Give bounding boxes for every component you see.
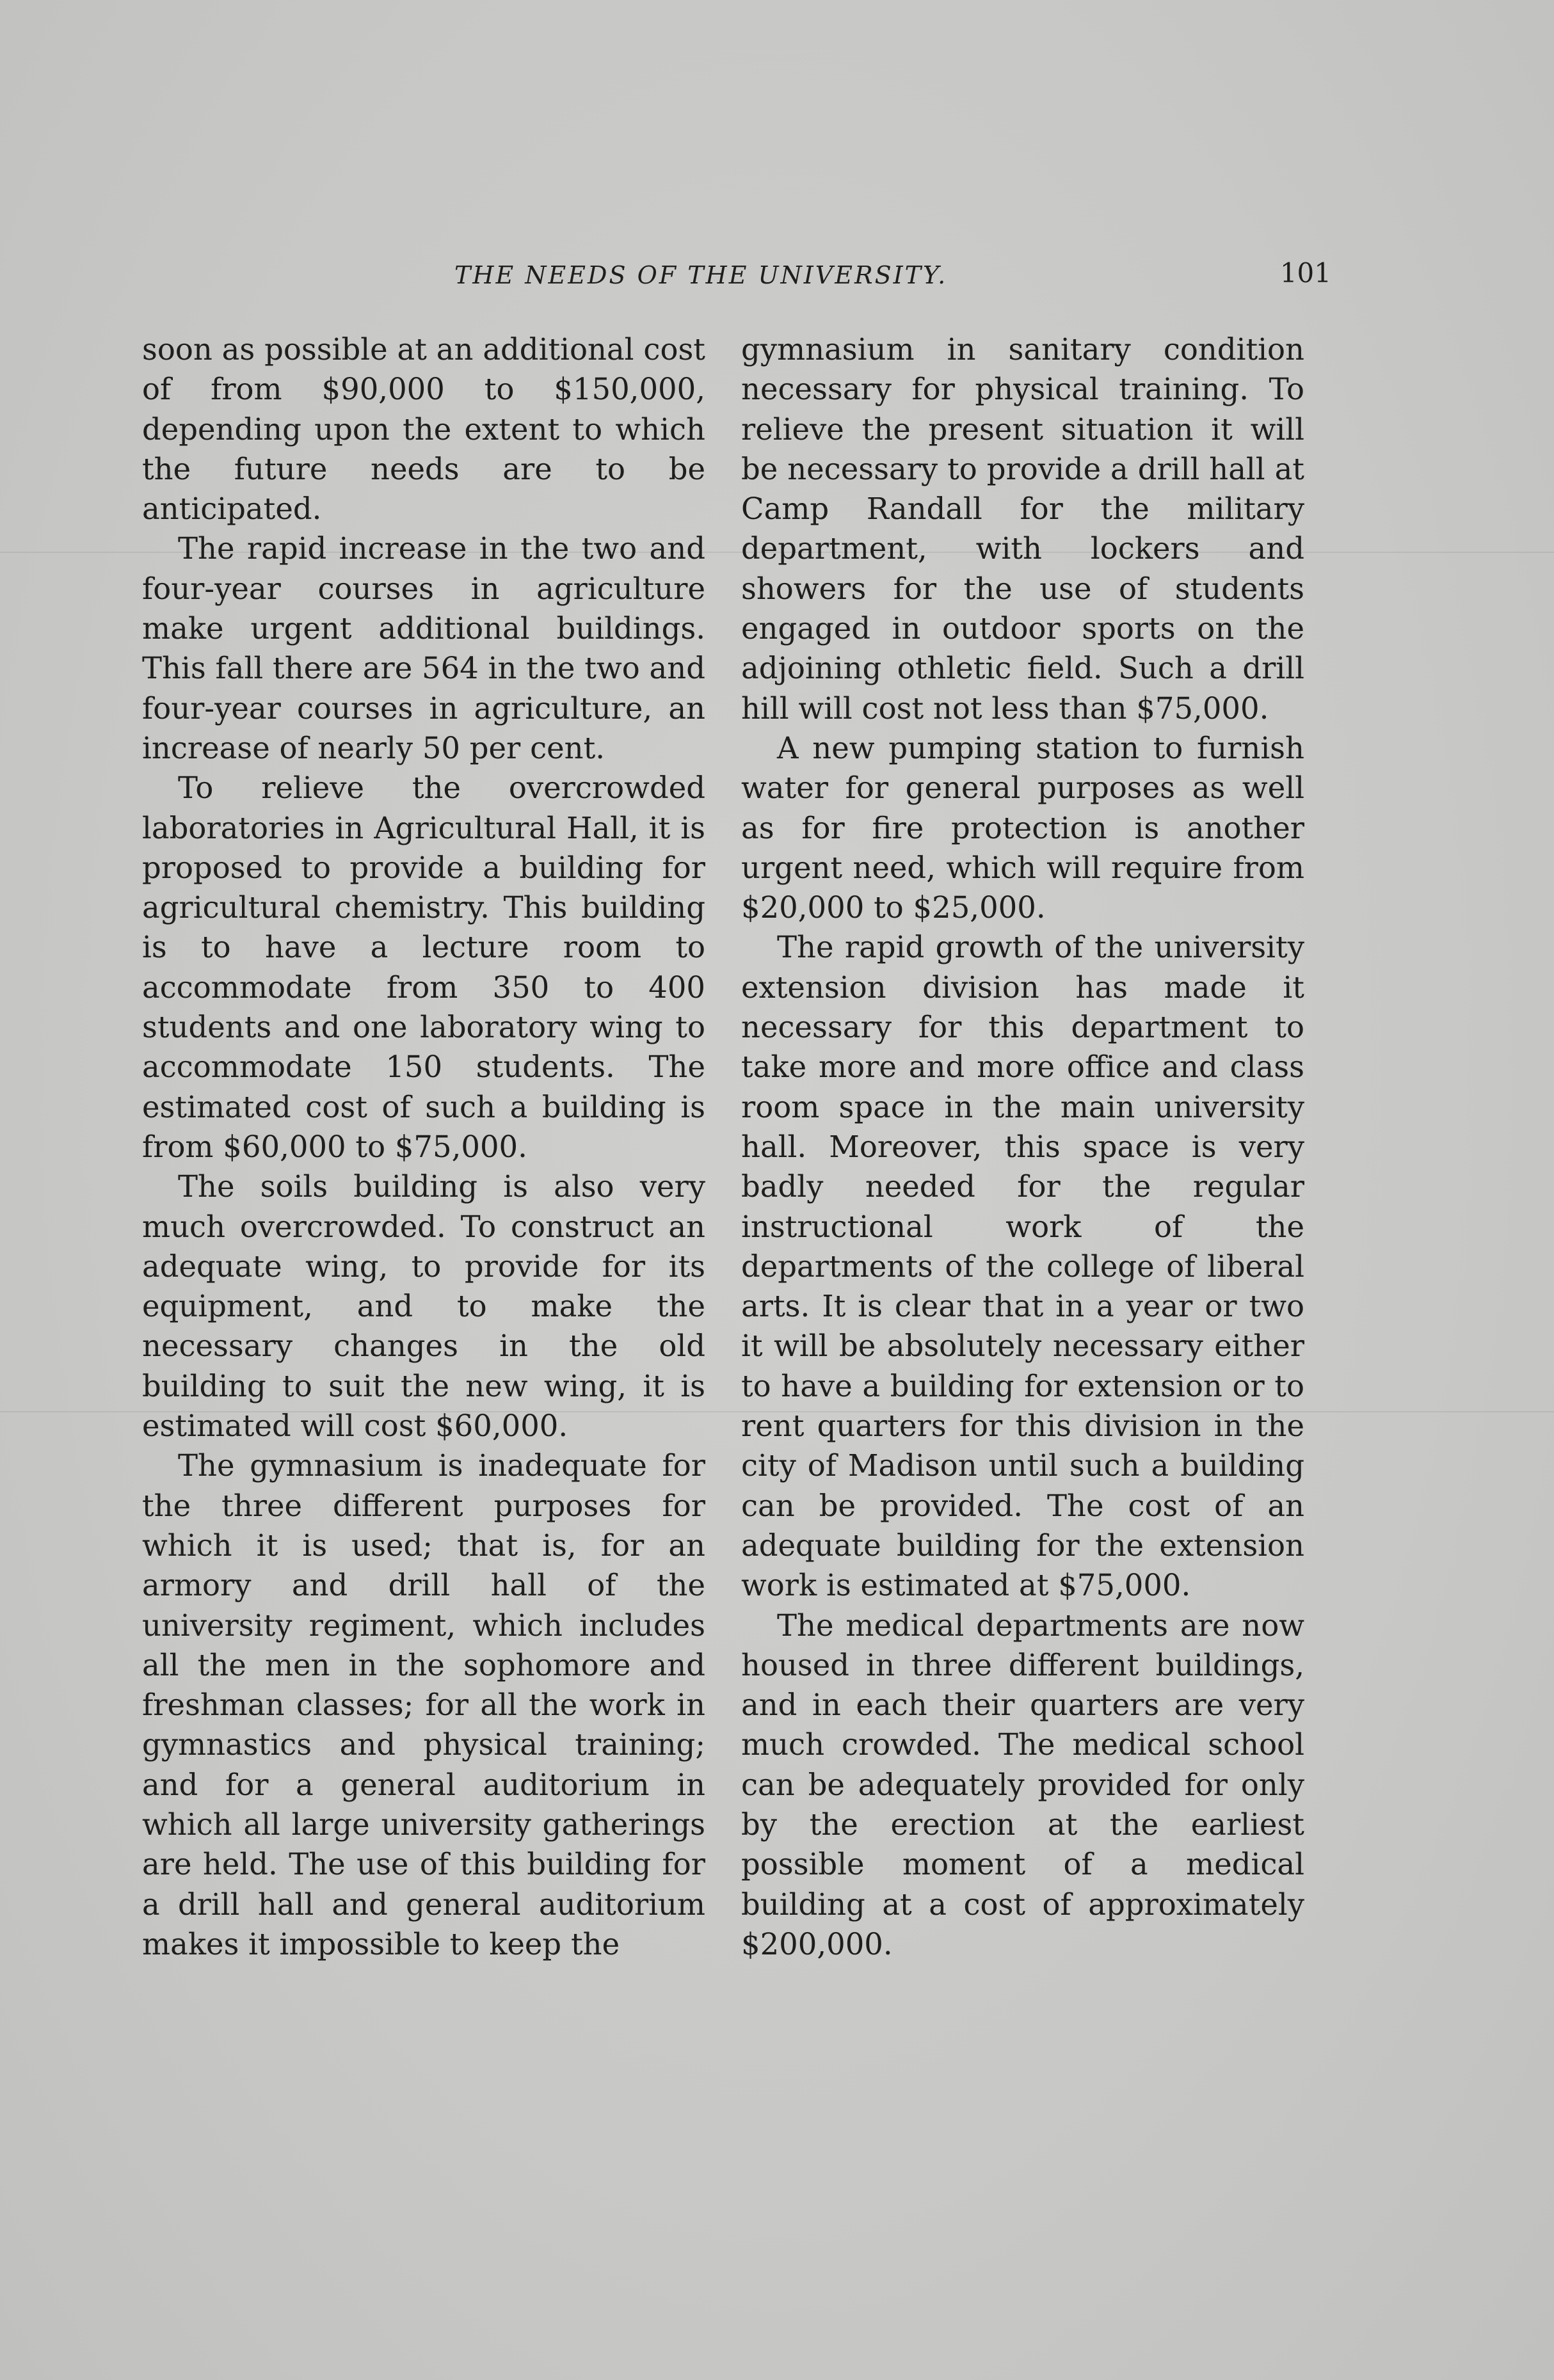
left-column	[142, 330, 705, 1964]
page-header	[141, 257, 1331, 306]
paragraph: To relieve the overcrowded laboratories in Agricultural Hall, it is proposed to provide a building for agricultural chemistry. This building is to have a lecture room to accommodate from 350 to 400 students and one laboratory wing to accommodate 150 students. The estimated cost of such a building is from $60,000 to $75,000.	[142, 771, 705, 1164]
paragraph: The gymnasium is inadequate for the three different purposes for which it is used; that is, for an armory and drill hall of the university regiment, which includes all the men in the sophomore and freshman classes; for all the work in gymnastics and physical training; and for a general auditorium in which all large university gatherings are held. The use of this building for a drill hall and general auditorium makes it impossible to keep the	[142, 1448, 705, 1961]
paragraph: A new pumping station to furnish water for general purposes as well as for fire protection is another urgent need, which will require from $20,000 to $25,000.	[741, 730, 1304, 925]
paragraph: The soils building is also very much overcrowded. To construct an adequate wing, to provide for its equipment, and to make the necessary changes in the old building to suit the new wing, it is estimated will cost $60,000.	[142, 1169, 705, 1444]
paragraph: The medical departments are now housed in three different buildings, and in each their quarters are very much crowded. The medical school can be adequately provided for only by the erection at the earliest possible moment of a medical building at a cost of approximately $200,000.	[741, 1608, 1304, 1961]
right-column	[741, 330, 1304, 1964]
paragraph: gymnasium in sanitary condition necessary for physical training. To relieve the present situation it will be necessary to provide a drill hall at Camp Randall for the military department, with lockers and showers for the use of students engaged in outdoor sports on the adjoining othletic field. Such a drill hill will cost not less than $75,000.	[741, 332, 1304, 726]
running-title: THE NEEDS OF THE UNIVERSITY.	[454, 261, 948, 289]
paragraph: The rapid increase in the two and four-year courses in agriculture make urgent additional buildings. This fall there are 564 in the two and four-year courses in agriculture, an increase of nearly 50 per cent.	[142, 531, 705, 765]
paragraph: The rapid growth of the university extension division has made it necessary for this department to take more and more office and class room space in the main university hall. Moreover, this space is very badly needed for the regular instructional work of the departments of the college of liberal arts. It is clear that in a year or two it will be absolutely necessary either to have a building for extension or to rent quarters for this division in the city of Madison until such a building can be provided. The cost of an adequate building for the extension work is estimated at $75,000.	[741, 930, 1304, 1603]
paragraph: soon as possible at an additional cost of from $90,000 to $150,000, depending upon the extent to which the future needs are to be anticipated.	[142, 332, 705, 527]
page-number: 101	[1279, 257, 1331, 289]
